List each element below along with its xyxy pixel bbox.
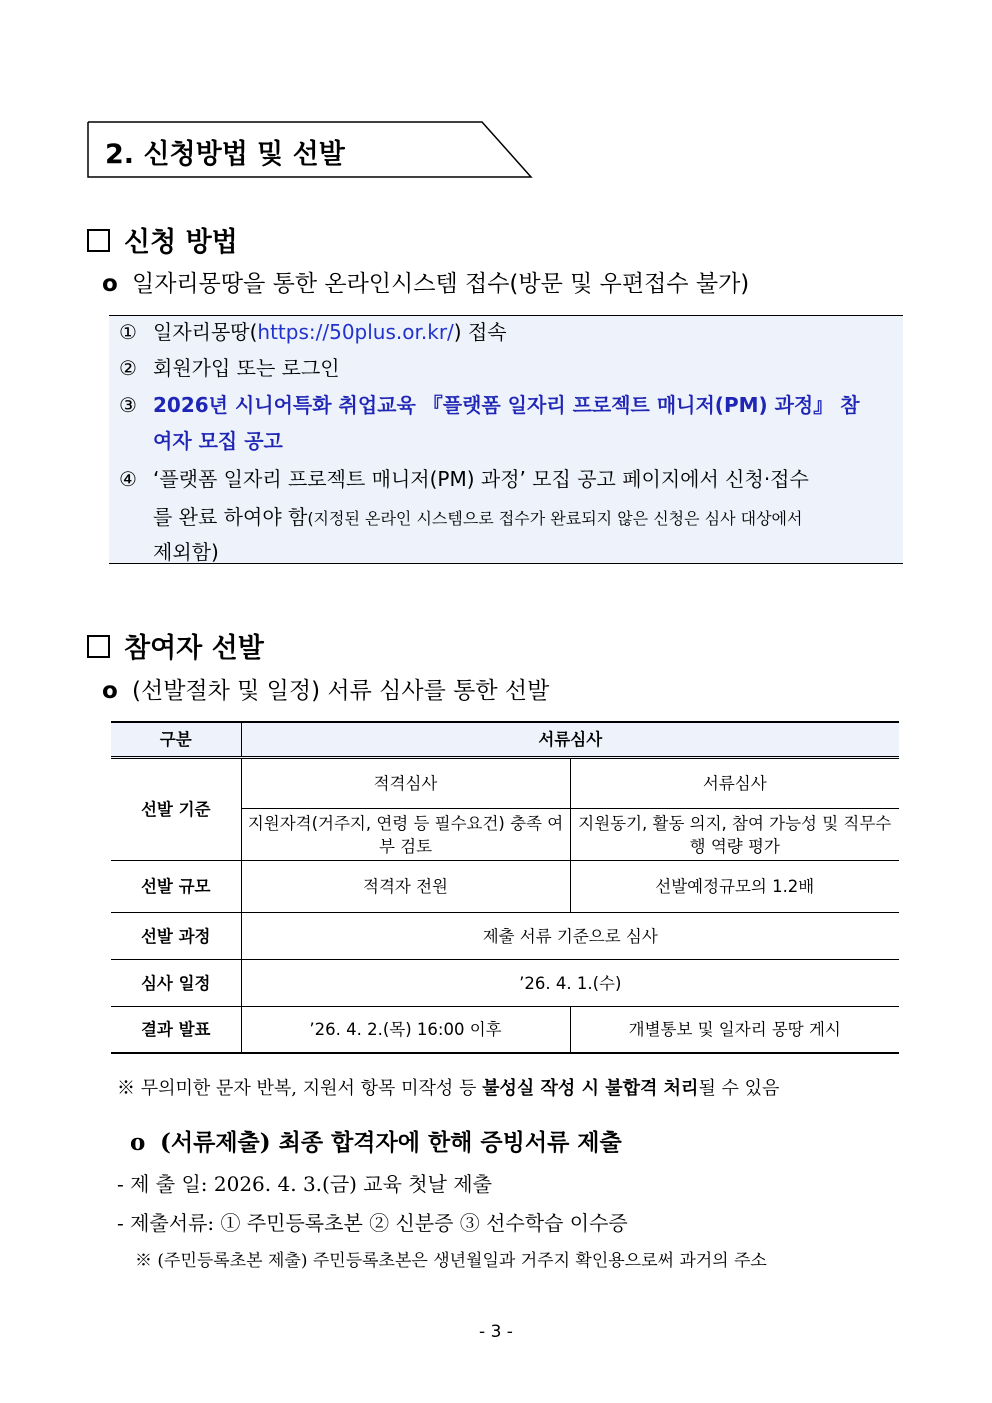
documents-bullet: o (서류제출) 최종 합격자에 한해 증빙서류 제출 bbox=[130, 1129, 622, 1156]
row-label: 선발 기준 bbox=[111, 758, 241, 861]
row-label: 선발 과정 bbox=[111, 913, 241, 960]
step-2: ② 회원가입 또는 로그인 bbox=[119, 356, 340, 380]
selection-note: ※ 무의미한 문자 반복, 지원서 항목 미작성 등 불성실 작성 시 불합격 처리될 수 있음 bbox=[117, 1078, 780, 1099]
table-cell: ’26. 4. 1.(수) bbox=[241, 960, 899, 1007]
step-4-continued: 를 완료 하여야 함(지정된 온라인 시스템으로 접수가 완료되지 않은 신청은 심사 대상에서 bbox=[153, 505, 803, 529]
table-cell: 지원자격(거주지, 연령 등 필수요건) 충족 여부 검토 bbox=[241, 809, 570, 861]
step-3: ③ 2026년 시니어특화 취업교육 『플랫폼 일자리 프로젝트 매니저(PM) 과정』 참 bbox=[119, 393, 860, 417]
table-header-cell: 서류심사 bbox=[241, 722, 899, 758]
table-cell: 서류심사 bbox=[570, 758, 899, 809]
row-label: 결과 발표 bbox=[111, 1007, 241, 1053]
table-row bbox=[111, 960, 899, 1007]
table-cell: 적격심사 bbox=[241, 758, 570, 809]
bullet-o-icon: o bbox=[102, 678, 118, 704]
documents-note: ※ (주민등록초본 제출) 주민등록초본은 생년월일과 거주지 확인용으로써 과거의 주소 bbox=[135, 1251, 767, 1271]
selection-heading bbox=[87, 626, 264, 665]
application-bullet: o 일자리몽땅을 통한 온라인시스템 접수(방문 및 우편접수 불가) bbox=[102, 271, 750, 297]
table-cell: 제출 서류 기준으로 심사 bbox=[241, 913, 899, 960]
application-heading bbox=[87, 220, 238, 259]
table-cell: 선발예정규모의 1.2배 bbox=[570, 861, 899, 913]
table-cell: ’26. 4. 2.(목) 16:00 이후 bbox=[241, 1007, 570, 1053]
row-label: 심사 일정 bbox=[111, 960, 241, 1007]
documents-list: - 제출서류: ① 주민등록초본 ② 신분증 ③ 선수학습 이수증 bbox=[117, 1211, 628, 1235]
selection-heading-text: 참여자 선발 bbox=[124, 633, 264, 664]
selection-table bbox=[111, 721, 899, 1054]
step-1: ① 일자리몽땅(https://50plus.or.kr/) 접속 bbox=[119, 320, 507, 344]
application-steps-box bbox=[109, 315, 903, 564]
step-3-continued: 여자 모집 공고 bbox=[153, 429, 283, 453]
table-row bbox=[111, 758, 899, 809]
bullet-o-icon: o bbox=[130, 1129, 146, 1156]
application-heading-text: 신청 방법 bbox=[124, 227, 238, 258]
table-cell: 지원동기, 활동 의지, 참여 가능성 및 직무수행 역량 평가 bbox=[570, 809, 899, 861]
row-label: 선발 규모 bbox=[111, 861, 241, 913]
documents-date: - 제 출 일: 2026. 4. 3.(금) 교육 첫날 제출 bbox=[117, 1172, 492, 1196]
table-header-row bbox=[111, 722, 899, 758]
checkbox-square-icon bbox=[87, 635, 110, 658]
page-number: - 3 - bbox=[479, 1322, 513, 1342]
step-4-continued-2: 제외함) bbox=[153, 540, 219, 564]
bullet-o-icon: o bbox=[102, 271, 118, 297]
section-header bbox=[87, 121, 533, 179]
table-row bbox=[111, 1007, 899, 1053]
checkbox-square-icon bbox=[87, 229, 110, 252]
table-cell: 적격자 전원 bbox=[241, 861, 570, 913]
table-header-cell: 구분 bbox=[111, 722, 241, 758]
table-row bbox=[111, 913, 899, 960]
table-row bbox=[111, 861, 899, 913]
selection-bullet: o (선발절차 및 일정) 서류 심사를 통한 선발 bbox=[102, 678, 550, 704]
table-cell: 개별통보 및 일자리 몽땅 게시 bbox=[570, 1007, 899, 1053]
section-title: 2. 신청방법 및 선발 bbox=[105, 139, 345, 170]
step-4: ④ ‘플랫폼 일자리 프로젝트 매니저(PM) 과정’ 모집 공고 페이지에서 신청·접수 bbox=[119, 467, 809, 491]
website-link[interactable]: https://50plus.or.kr/ bbox=[257, 320, 454, 344]
